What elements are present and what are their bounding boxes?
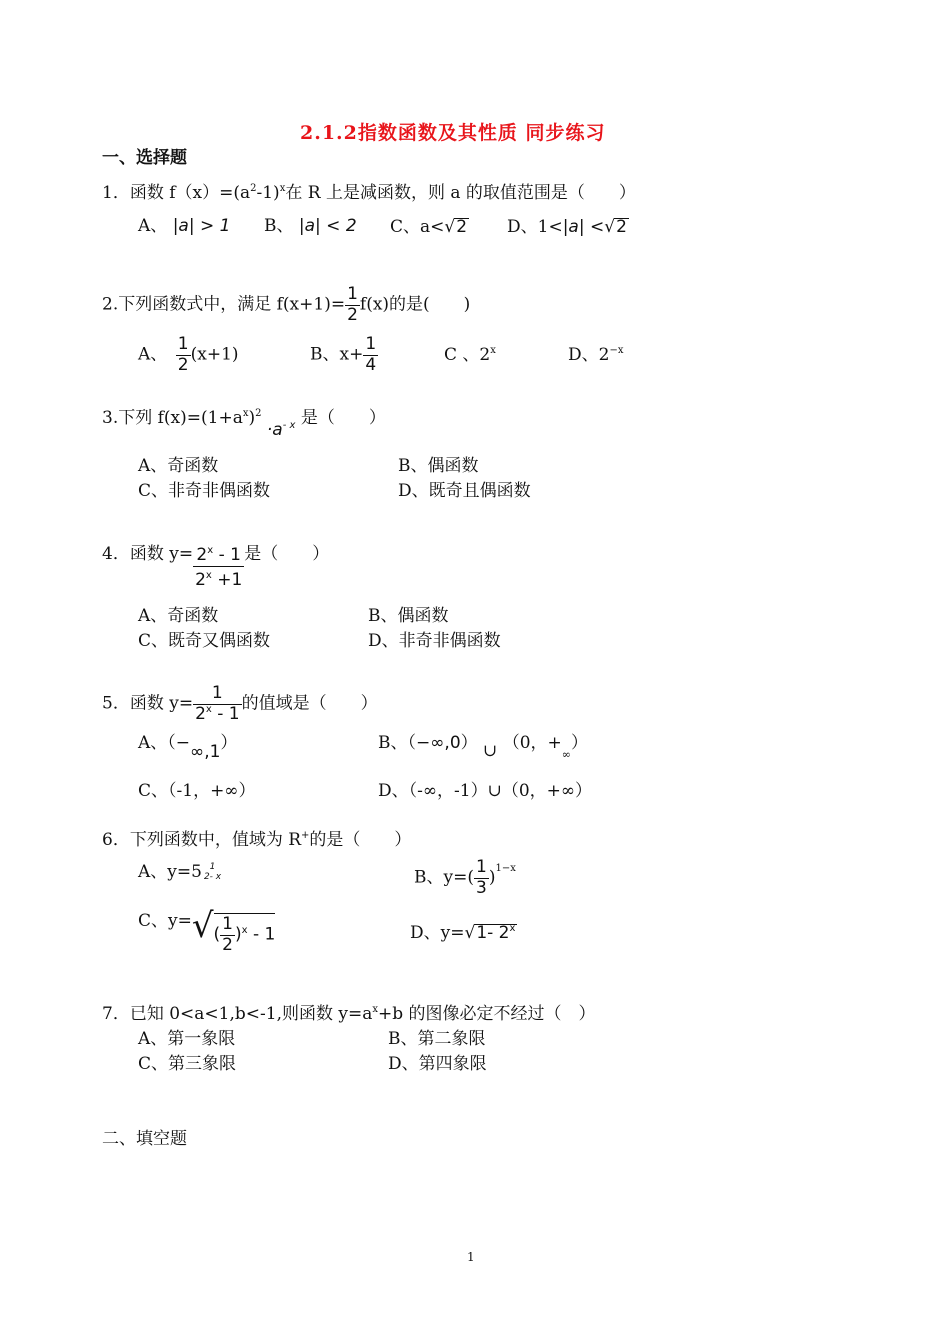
q3-option-b: B、偶函数 (398, 456, 479, 476)
q4-option-d: D、非奇非偶函数 (368, 631, 501, 651)
q7-option-d: D、第四象限 (388, 1054, 487, 1074)
q5-option-a: A、（−∞,1） (138, 733, 238, 762)
q6-option-d: D、y=√1- 2$^x$ (410, 923, 516, 943)
q7-option-c: C、第三象限 (138, 1054, 237, 1074)
question-6: 6．下列函数中，值域为 R+的是（ ） (102, 830, 412, 850)
page-number: 1 (467, 1250, 475, 1264)
q4-option-b: B、偶函数 (368, 606, 449, 626)
q7-option-b: B、第二象限 (388, 1029, 486, 1049)
question-4: 4．函数 y= $\frac{2^x - 1}{2^x +1}$ 是（ ） (102, 544, 330, 590)
q3-option-d: D、既奇且偶函数 (398, 481, 531, 501)
q2-option-a: A、 $\frac{1}{2}$ (x+1) (138, 334, 239, 375)
question-2: 2.下列函数式中，满足 f(x+1)= $\frac{1}{2}$ f(x)的是( ) (102, 284, 471, 325)
question-3: 3.下列 $f(x)=(1+a^x)^2 \cdot a^{- x}$ 是（ ） (102, 408, 386, 440)
q4-option-a: A、奇函数 (138, 606, 219, 626)
section-heading-fill: 二、填空题 (102, 1129, 187, 1149)
question-5: 5．函数 y= $\frac{1}{2^x - 1}$ 的值域是（ ） (102, 683, 378, 724)
section-heading-choice: 一、选择题 (102, 148, 187, 168)
q1-option-c: C、a<√2 (390, 217, 468, 237)
q3-option-a: A、奇函数 (138, 456, 219, 476)
q1-option-b: B、 |a| < 2 (264, 216, 357, 236)
q6-option-b: B、y=( $\frac{1}{3}$ )$^{1-x}$ (414, 857, 516, 898)
q7-option-a: A、第一象限 (138, 1029, 236, 1049)
q3-option-c: C、非奇非偶函数 (138, 481, 271, 501)
q6-option-a: A、y=5 1 2- x (138, 861, 222, 883)
q2-option-b: B、x+ $\frac{1}{4}$ (310, 334, 377, 375)
q1-option-a: A、 |a| > 1 (138, 216, 231, 236)
q5-option-c: C、（-1，+∞） (138, 781, 256, 801)
question-7: 7．已知 0<a<1,b<-1,则函数 $y=a^x+b$ 的图像必定不经过（ ） (102, 1004, 596, 1024)
question-1: 1．函数 $f(x)=(a^2-1)^x$在 R 上是减函数，则 a 的取值范围是（ ） (102, 183, 636, 203)
q4-option-c: C、既奇又偶函数 (138, 631, 271, 651)
page-title: 2.1.2指数函数及其性质 同步练习 (300, 122, 606, 144)
q6-option-c: C、y=√( $\frac{1}{2}$ )$^x$ - 1 (138, 906, 276, 955)
q5-option-b: B、（−∞,0） ∪ （0，$+_\infty$） (378, 733, 588, 761)
q1-option-d: D、1<|a| <√2 (507, 217, 627, 237)
q5-option-d: D、（-∞，-1）∪（0，+∞） (378, 781, 593, 801)
q2-option-c: C 、2$^x$ (444, 345, 496, 365)
q2-option-d: D、$2^{-x}$ (568, 345, 624, 365)
